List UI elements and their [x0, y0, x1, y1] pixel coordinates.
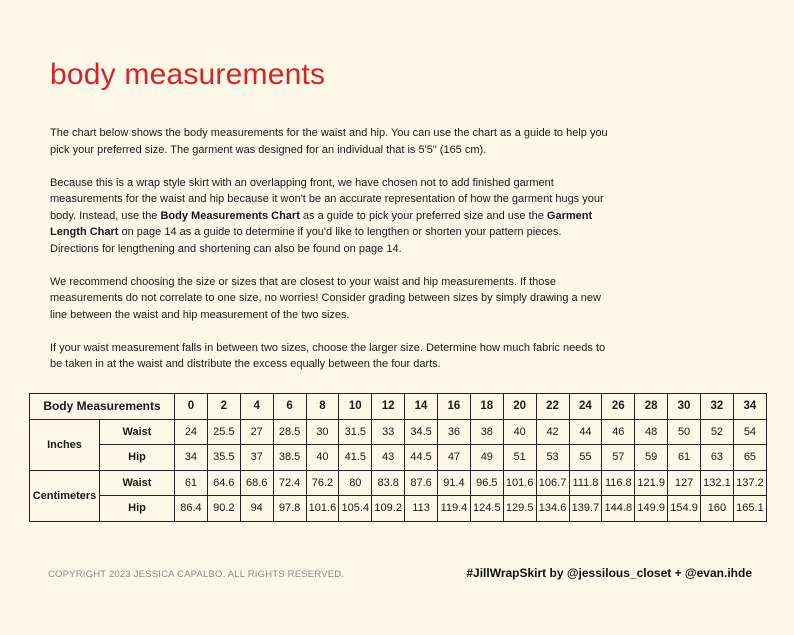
measurement-cell: 44 [569, 419, 602, 445]
measurement-cell: 34 [175, 445, 208, 471]
table-row [30, 470, 767, 496]
measurement-cell: 144.8 [602, 496, 635, 522]
table-header-label: Body Measurements [30, 394, 175, 420]
measurement-cell: 101.6 [503, 470, 536, 496]
measurement-cell: 121.9 [635, 470, 668, 496]
table-body [30, 419, 767, 521]
table-row [30, 496, 767, 522]
size-header-row [30, 394, 767, 420]
measurement-cell: 47 [438, 445, 471, 471]
measurement-cell: 90.2 [207, 496, 240, 522]
size-header-cell: 20 [503, 394, 536, 420]
measurement-cell: 48 [635, 419, 668, 445]
measurement-cell: 37 [240, 445, 273, 471]
measurement-cell: 137.2 [733, 470, 766, 496]
size-header-cell: 34 [733, 394, 766, 420]
size-header-cell: 26 [602, 394, 635, 420]
size-header-cell: 6 [273, 394, 306, 420]
copyright-notice: COPYRIGHT 2023 JESSICA CAPALBO. ALL RIGHTS RESERVED. [48, 569, 345, 580]
measurement-cell: 129.5 [503, 496, 536, 522]
unit-group-label: Centimeters [30, 470, 100, 521]
page-title: body measurements [50, 58, 326, 91]
measurement-cell: 124.5 [470, 496, 503, 522]
measurement-cell: 44.5 [405, 445, 438, 471]
measurement-cell: 57 [602, 445, 635, 471]
size-header-cell: 16 [438, 394, 471, 420]
size-header-cell: 14 [405, 394, 438, 420]
measurement-cell: 24 [175, 419, 208, 445]
measurement-cell: 113 [405, 496, 438, 522]
measurement-cell: 51 [503, 445, 536, 471]
measurement-cell: 109.2 [372, 496, 405, 522]
measurement-cell: 46 [602, 419, 635, 445]
measurement-cell: 105.4 [339, 496, 372, 522]
measurement-cell: 106.7 [536, 470, 569, 496]
measurement-cell: 91.4 [438, 470, 471, 496]
measurement-cell: 132.1 [701, 470, 734, 496]
size-header-cell: 30 [668, 394, 701, 420]
measurement-cell: 61 [175, 470, 208, 496]
measurement-cell: 97.8 [273, 496, 306, 522]
size-header-cell: 32 [701, 394, 734, 420]
paragraph-1: The chart below shows the body measurements for the waist and hip. You can use the chart as a guide to help you pick your preferred size. The garment was designed for an individual that is 5'5" (165 cm). [50, 127, 608, 156]
measurement-cell: 65 [733, 445, 766, 471]
size-header-cell: 8 [306, 394, 339, 420]
measurement-cell: 63 [701, 445, 734, 471]
measurement-cell: 134.6 [536, 496, 569, 522]
measurement-cell: 139.7 [569, 496, 602, 522]
body-measurements-table [29, 393, 767, 522]
size-header-cell: 28 [635, 394, 668, 420]
garment-length-chart-ref: Garment Length Chart [50, 209, 593, 238]
measurement-cell: 101.6 [306, 496, 339, 522]
size-header-cell: 24 [569, 394, 602, 420]
measurement-cell: 50 [668, 419, 701, 445]
measurement-cell: 38 [470, 419, 503, 445]
measurement-cell: 61 [668, 445, 701, 471]
measurement-cell: 127 [668, 470, 701, 496]
measurement-cell: 96.5 [470, 470, 503, 496]
measurement-cell: 28.5 [273, 419, 306, 445]
measurement-cell: 40 [306, 445, 339, 471]
measurement-cell: 34.5 [405, 419, 438, 445]
measurement-cell: 72.4 [273, 470, 306, 496]
measurement-cell: 40 [503, 419, 536, 445]
measurement-cell: 36 [438, 419, 471, 445]
measurement-cell: 64.6 [207, 470, 240, 496]
measurement-cell: 116.8 [602, 470, 635, 496]
measurement-label: Hip [100, 445, 175, 471]
measurement-cell: 31.5 [339, 419, 372, 445]
measurement-cell: 160 [701, 496, 734, 522]
intro-text [50, 125, 610, 389]
measurement-label: Waist [100, 419, 175, 445]
size-header-cell: 10 [339, 394, 372, 420]
measurement-cell: 111.8 [569, 470, 602, 496]
paragraph-2-part-a: Because this is a wrap style skirt with an overlapping front, we have chosen not to add finished garment measurements for the waist and hip because it won't be an accurate representation of how the garment hugs your body. Instead, use the [50, 176, 604, 222]
measurement-cell: 38.5 [273, 445, 306, 471]
measurement-cell: 76.2 [306, 470, 339, 496]
size-header-cell: 22 [536, 394, 569, 420]
measurement-cell: 83.8 [372, 470, 405, 496]
pattern-credit: #JillWrapSkirt by @jessilous_closet + @evan.ihde [466, 566, 752, 580]
measurement-label: Waist [100, 470, 175, 496]
measurement-label: Hip [100, 496, 175, 522]
measurement-cell: 52 [701, 419, 734, 445]
size-header-cell: 12 [372, 394, 405, 420]
measurement-cell: 154.9 [668, 496, 701, 522]
measurement-cell: 149.9 [635, 496, 668, 522]
paragraph-2-part-d: on page 14 as a guide to determine if you'd like to lengthen or shorten your pattern pieces. Directions for lengthening and shortening can also be found on page 14. [50, 226, 562, 255]
measurement-cell: 119.4 [438, 496, 471, 522]
measurement-cell: 55 [569, 445, 602, 471]
measurement-cell: 25.5 [207, 419, 240, 445]
measurement-cell: 80 [339, 470, 372, 496]
measurement-cell: 68.6 [240, 470, 273, 496]
measurement-cell: 33 [372, 419, 405, 445]
measurement-cell: 41.5 [339, 445, 372, 471]
measurement-cell: 165.1 [733, 496, 766, 522]
measurement-cell: 87.6 [405, 470, 438, 496]
size-header-cell: 0 [175, 394, 208, 420]
size-header-cell: 4 [240, 394, 273, 420]
measurement-cell: 59 [635, 445, 668, 471]
size-header-cell: 2 [207, 394, 240, 420]
measurement-cell: 27 [240, 419, 273, 445]
measurement-cell: 30 [306, 419, 339, 445]
measurement-cell: 86.4 [175, 496, 208, 522]
size-header-cell: 18 [470, 394, 503, 420]
paragraph-2-part-c: as a guide to pick your preferred size and use the [299, 209, 547, 222]
measurement-cell: 53 [536, 445, 569, 471]
measurement-cell: 94 [240, 496, 273, 522]
measurement-cell: 42 [536, 419, 569, 445]
measurement-cell: 35.5 [207, 445, 240, 471]
body-measurements-chart-ref: Body Measurements Chart [160, 209, 300, 222]
measurement-cell: 49 [470, 445, 503, 471]
measurement-cell: 54 [733, 419, 766, 445]
paragraph-2 [50, 175, 610, 258]
table-row [30, 419, 767, 445]
paragraph-3: We recommend choosing the size or sizes that are closest to your waist and hip measurements. If those measurements do not correlate to one size, no worries! Consider grading between sizes by simply drawing a new line between the waist and hip measurement of the two sizes. [50, 275, 601, 321]
table-row [30, 445, 767, 471]
measurement-cell: 43 [372, 445, 405, 471]
unit-group-label: Inches [30, 419, 100, 470]
paragraph-4: If your waist measurement falls in between two sizes, choose the larger size. Determine how much fabric needs to be taken in at the waist and distribute the excess equally between the four darts. [50, 341, 606, 370]
